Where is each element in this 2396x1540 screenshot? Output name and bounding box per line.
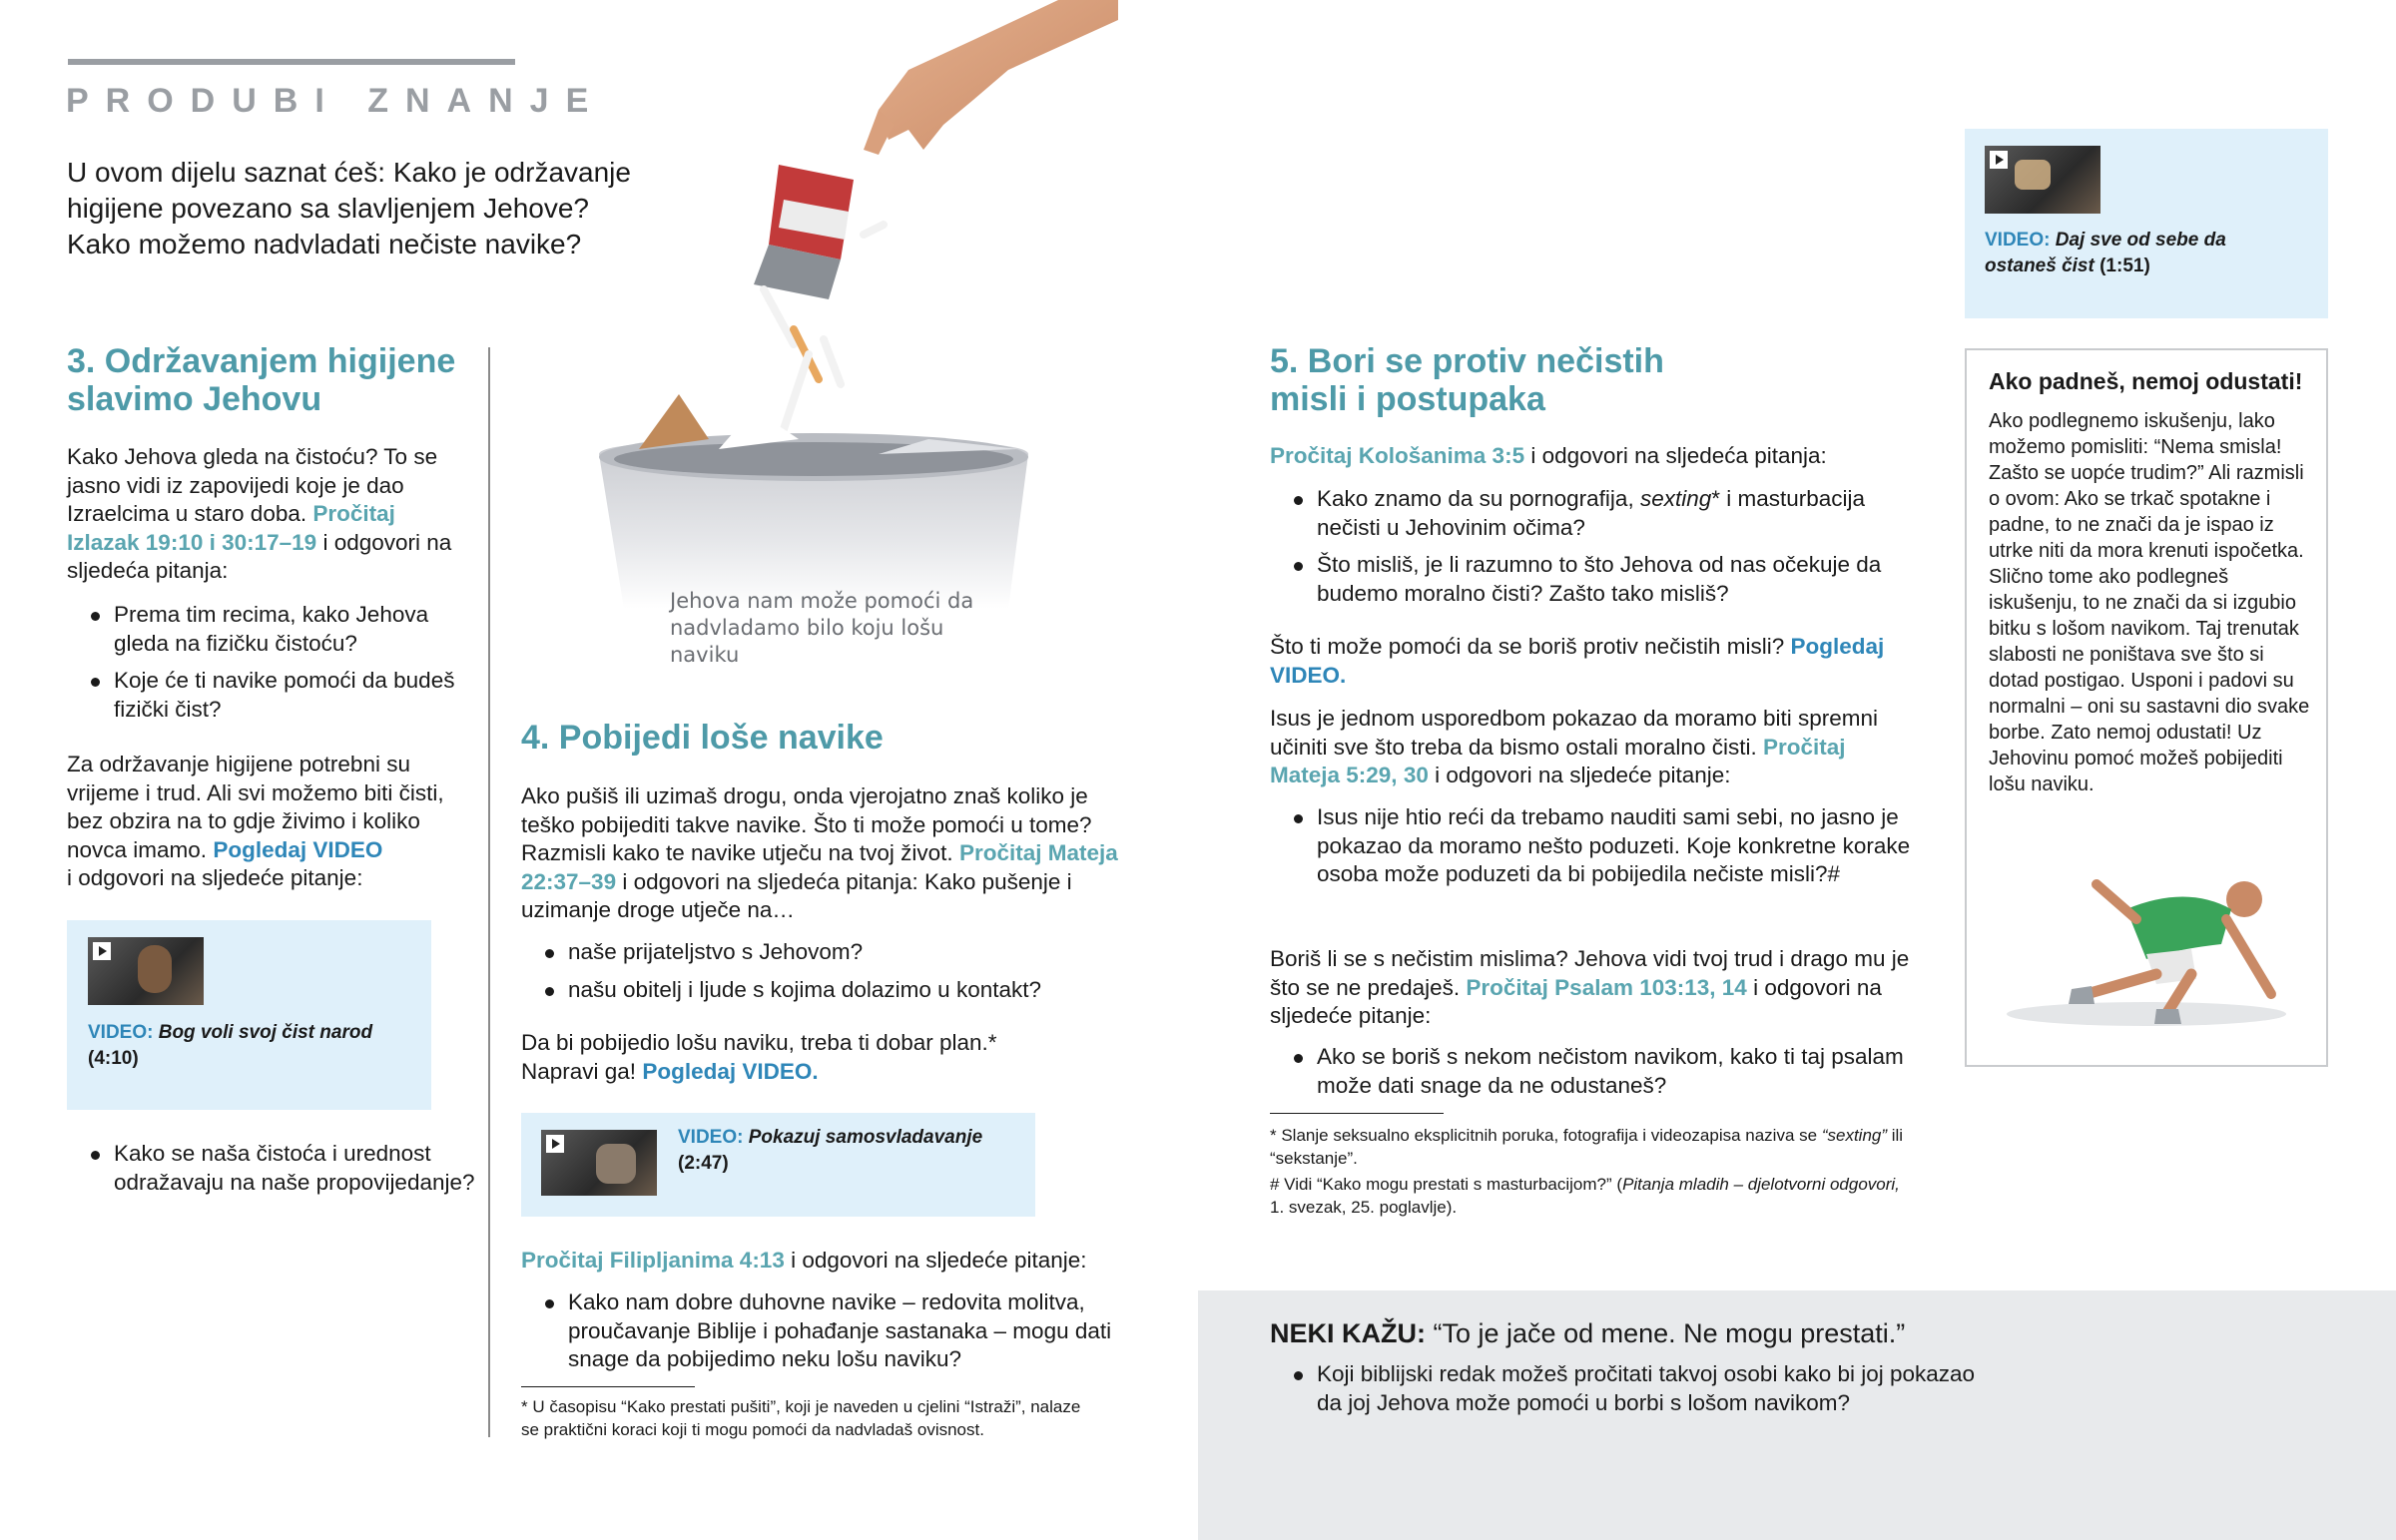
- thumbnail-person: [138, 945, 172, 993]
- list-item: naše prijateljstvo s Jehovom?: [521, 938, 1120, 967]
- section4-p1-after: i odgovori na sljedeća pitanja: Kako pušenje i uzimanje droge utječe na…: [521, 868, 1072, 922]
- section5-p2-text: Što ti može pomoći da se boriš protiv nečistih misli?: [1270, 634, 1785, 659]
- section5-paragraph1: [1270, 442, 1919, 471]
- section3-title: 3. Održavanjem higijene slavimo Jehovu: [67, 342, 456, 418]
- section4-question-list-2: [521, 1288, 1120, 1383]
- video-title: Daj sve od sebe da ostaneš čist: [1985, 230, 2226, 276]
- video-title: Pokazuj samosvladavanje: [748, 1127, 983, 1148]
- cigarette-pack-icon: [754, 165, 854, 299]
- section5-scripture-link[interactable]: Pročitaj Kološanima 3:5: [1270, 443, 1525, 468]
- neki-kazu-panel: [1198, 1290, 2396, 1540]
- neki-kazu-quote: “To je jače od mene. Ne mogu prestati.”: [1433, 1318, 1906, 1348]
- video-thumbnail[interactable]: [541, 1130, 657, 1196]
- section5-footnote-2: [1270, 1173, 1909, 1219]
- footnote-text: ili “sekstanje”.: [1270, 1126, 1904, 1168]
- section5-question-list: [1270, 485, 1919, 617]
- section4-question-list: [521, 938, 1120, 1013]
- section5-footnote-1: [1270, 1124, 1909, 1170]
- video-title: Bog voli svoj čist narod: [158, 1022, 373, 1043]
- section3-paragraph2: [67, 751, 476, 893]
- section5-p3-after: i odgovori na sljedeće pitanje:: [1435, 763, 1731, 787]
- section3-p2-text: Za održavanje higijene potrebni su vrijeme i trud. Ali svi možemo biti čisti, bez obzira na to gdje živimo i koliko novca imamo.: [67, 752, 444, 862]
- section-kicker: PRODUBI ZNANJE: [66, 82, 606, 120]
- section3-p1-after: i odgovori na sljedeća pitanja:: [67, 529, 452, 583]
- section4-paragraph1: [521, 782, 1120, 925]
- list-item: Ako se boriš s nekom nečistom navikom, kako ti taj psalam može dati snage da ne odustaneš?: [1270, 1043, 1919, 1100]
- video-caption: [88, 1020, 417, 1072]
- section5-p4-text: Boriš li se s nečistim mislima? Jehova vidi tvoj trud i drago mu je što se ne predaješ.: [1270, 946, 1910, 1000]
- section4-scripture-link[interactable]: Pročitaj Mateja 22:37–39: [521, 840, 1118, 894]
- section4-title: 4. Pobijedi loše navike: [521, 719, 884, 757]
- section4-footnote: * U časopisu “Kako prestati pušiti”, koji je naveden u cjelini “Istraži”, nalaze se praktični koraci koji ti mogu pomoći da nadvladaš ovisnost.: [521, 1397, 1081, 1439]
- video-card-section3[interactable]: [67, 920, 431, 1110]
- section5-p4-after: i odgovori na sljedeće pitanje:: [1270, 974, 1882, 1028]
- footnote-emphasis: “sexting”: [1821, 1126, 1888, 1145]
- section3-p2-after: i odgovori na sljedeće pitanje:: [67, 865, 363, 890]
- neki-kazu-heading: [1270, 1316, 2268, 1350]
- section3-question-list: [67, 601, 486, 733]
- bullet-text: Kako znamo da su pornografija,: [1317, 486, 1640, 511]
- section5-paragraph4: [1270, 945, 1919, 1031]
- footnote-rule: [1270, 1113, 1444, 1114]
- section5-p1-after: i odgovori na sljedeća pitanja:: [1530, 443, 1827, 468]
- section5-p3-text: Isus je jednom usporedbom pokazao da moramo biti spremni učiniti sve što treba da bismo ostali moralno čisti.: [1270, 706, 1879, 760]
- sidebar-title: Ako padneš, nemoj odustati!: [1989, 368, 2303, 394]
- intro-text: U ovom dijelu saznat ćeš: Kako je održavanje higijene povezano sa slavljenjem Jehove? Kako možemo nadvladati nečiste navike?: [67, 157, 631, 259]
- play-icon: [546, 1135, 564, 1153]
- section4-paragraph2: [521, 1029, 1050, 1086]
- section4-p1-text: Ako pušiš ili uzimaš drogu, onda vjerojatno znaš koliko je teško pobijediti takve navike. Što ti može pomoći u tome? Razmisli kako te navike utječu na tvoj život.: [521, 783, 1092, 865]
- thumbnail-person: [596, 1144, 636, 1184]
- section4-paragraph3: [521, 1247, 1120, 1276]
- list-item: Kako se naša čistoća i urednost odražavaju na naše propovijedanje?: [67, 1140, 486, 1197]
- list-item: Isus nije htio reći da trebamo nauditi sami sebi, no jasno je pokazao da moramo nešto poduzeti. Koje konkretne korake osoba može poduzeti da bi pobijedila nečiste misli?#: [1270, 803, 1919, 889]
- section4-p3-after: i odgovori na sljedeće pitanje:: [791, 1248, 1087, 1273]
- section3-video-link[interactable]: Pogledaj VIDEO: [213, 836, 383, 862]
- section3-scripture-link[interactable]: Pročitaj Izlazak 19:10 i 30:17–19: [67, 501, 395, 555]
- list-item: Prema tim recima, kako Jehova gleda na fizičku čistoću?: [67, 601, 486, 658]
- footnote-emphasis: Pitanja mladih – djelotvorni odgovori,: [1622, 1175, 1900, 1194]
- column-divider: [488, 347, 490, 1437]
- section5-scripture-link-3[interactable]: Pročitaj Psalam 103:13, 14: [1466, 974, 1747, 1000]
- section5-scripture-link-2[interactable]: Pročitaj Mateja 5:29, 30: [1270, 734, 1846, 787]
- sidebar-text: Ako podlegnemo iskušenju, lako možemo pomisliti: “Nema smisla! Zašto se uopće trudim?” Ali razmisli o ovom: Ako se trkač spotakne i padne, to ne znači da je ispao iz utrke niti da mora krenuti ispočetka. Slično tome ako podlegneš iskušenju, to ne znači da si izgubio bitku s lošom navikom. Taj trenutak slabosti ne poništava sve što si dotad postigao. Usponi i padovi su normalni – oni su sastavni dio svake borbe. Zato nemoj odustati! Uz Jehovinu pomoć možeš pobijediti lošu naviku.: [1989, 410, 2310, 795]
- section5-question-list-2: [1270, 803, 1919, 898]
- video-duration: (2:47): [678, 1153, 729, 1174]
- video-thumbnail[interactable]: [1985, 146, 2100, 214]
- play-icon: [1990, 151, 2008, 169]
- video-card-top[interactable]: [1965, 129, 2328, 318]
- section3-p1-text: Kako Jehova gleda na čistoću? To se jasno vidi iz zapovijedi koje je dao Izraelcima u staro doba.: [67, 444, 438, 526]
- section5-question-list-3: [1270, 1043, 1919, 1109]
- video-label: VIDEO:: [678, 1127, 744, 1148]
- trash-can-icon: [599, 394, 1028, 609]
- section4-p2-text: Da bi pobijedio lošu naviku, treba ti dobar plan.* Napravi ga!: [521, 1030, 997, 1084]
- list-item: Koje će ti navike pomoći da budeš fizički čist?: [67, 667, 486, 724]
- bullet-text: * i masturbacija nečisti u Jehovinim očima?: [1317, 486, 1866, 540]
- section4-video-link[interactable]: Pogledaj VIDEO.: [642, 1058, 819, 1084]
- list-item: našu obitelj i ljude s kojima dolazimo u kontakt?: [521, 976, 1120, 1005]
- list-item: Koji biblijski redak možeš pročitati takvoj osobi kako bi joj pokazao da joj Jehova može pomoći u borbi s lošom navikom?: [1270, 1360, 1989, 1417]
- list-item: [1270, 485, 1919, 542]
- section5-video-link[interactable]: Pogledaj VIDEO.: [1270, 634, 1885, 688]
- sidebar-box: [1965, 348, 2328, 1067]
- section4-scripture-link-2[interactable]: Pročitaj Filipljanima 4:13: [521, 1248, 785, 1273]
- thumbnail-light: [2015, 160, 2051, 190]
- footnote-rule: [521, 1386, 695, 1387]
- footnote-text: # Vidi “Kako mogu prestati s masturbacijom?” (: [1270, 1175, 1623, 1194]
- list-item: Kako nam dobre duhovne navike – redovita molitva, proučavanje Biblije i pohađanje sastanaka – mogu dati snage da pobijedimo neku lošu naviku?: [521, 1288, 1120, 1374]
- hand-icon: [864, 0, 1118, 155]
- footnote-text: 1. svezak, 25. poglavlje).: [1270, 1198, 1458, 1217]
- image-caption: Jehova nam može pomoći da nadvladamo bilo koju lošu naviku: [670, 589, 974, 667]
- header-rule: [68, 59, 515, 65]
- section5-title: 5. Bori se protiv nečistih misli i postupaka: [1270, 342, 1664, 418]
- bullet-emphasis: sexting: [1639, 486, 1712, 511]
- runner-icon: [1997, 864, 2296, 1034]
- video-caption: [1985, 228, 2284, 279]
- section5-paragraph3: [1270, 705, 1919, 790]
- neki-kazu-label: NEKI KAŽU:: [1270, 1318, 1426, 1348]
- video-label: VIDEO:: [88, 1022, 154, 1043]
- video-label: VIDEO:: [1985, 230, 2051, 251]
- play-icon: [93, 942, 111, 960]
- video-thumbnail[interactable]: [88, 937, 204, 1005]
- video-duration: (1:51): [2099, 256, 2150, 276]
- trash-can-illustration: [579, 0, 1118, 609]
- video-card-section4[interactable]: [521, 1113, 1035, 1217]
- section3-question-list-2: [67, 1140, 486, 1206]
- neki-kazu-question-list: [1270, 1360, 1989, 1426]
- footnote-text: * Slanje seksualno eksplicitnih poruka, fotografija i videozapisa naziva se: [1270, 1126, 1822, 1145]
- section3-paragraph1: [67, 443, 466, 586]
- video-duration: (4:10): [88, 1048, 139, 1069]
- list-item: Što misliš, je li razumno to što Jehova od nas očekuje da budemo moralno čisti? Zašto tako misliš?: [1270, 551, 1919, 608]
- video-caption: [678, 1125, 1017, 1177]
- section5-paragraph2: [1270, 633, 1919, 690]
